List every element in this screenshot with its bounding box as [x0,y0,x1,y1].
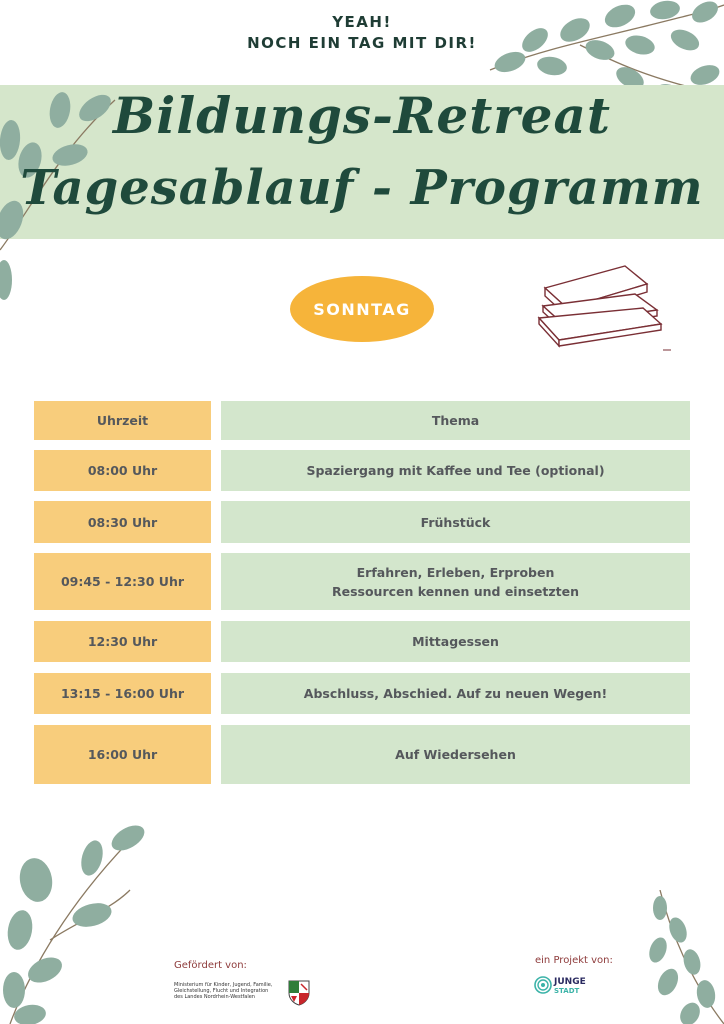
day-badge: SONNTAG [290,276,434,342]
header-time-cell: Uhrzeit [34,401,211,440]
tagline-line-1: YEAH! [332,13,392,31]
funded-by-label: Gefördert von: [174,960,247,971]
time-cell: 12:30 Uhr [34,621,211,662]
tagline-line-2: NOCH EIN TAG MIT DIR! [247,34,477,52]
topic-cell [221,553,690,610]
title-line-1: Bildungs-Retreat [113,86,611,145]
ministry-name [174,982,272,1000]
topic-line-2: Ressourcen kennen und einsetzten [331,583,580,599]
logo-line-2: STADT [554,987,580,995]
ministry-line-2: Gleichstellung, Flucht und Integration [174,988,269,994]
time-cell: 08:30 Uhr [34,501,211,543]
topic-cell: Spaziergang mit Kaffee und Tee (optional) [221,450,690,491]
ministry-line-1: Ministerium für Kinder, Jugend, Familie, [174,982,273,988]
topic-line-1: Erfahren, Erleben, Erproben [356,564,555,580]
topic-cell: Frühstück [221,501,690,543]
ministry-line-3: des Landes Nordrhein-Westfalen [174,994,255,1000]
time-cell: 09:45 - 12:30 Uhr [34,553,211,610]
eucalyptus-bottom-right-icon [630,890,724,1024]
time-cell: 13:15 - 16:00 Uhr [34,673,211,714]
time-cell: 16:00 Uhr [34,725,211,784]
topic-cell: Mittagessen [221,621,690,662]
nrw-coat-of-arms-icon [288,980,310,1006]
topic-cell: Auf Wiedersehen [221,725,690,784]
time-cell: 08:00 Uhr [34,450,211,491]
project-by-label: ein Projekt von: [535,955,613,966]
header-topic-cell: Thema [221,401,690,440]
junge-stadt-logo-text [554,978,586,996]
eucalyptus-bottom-left-icon [0,820,150,1024]
title-line-2: Tagesablauf - Programm [20,160,704,216]
topic-cell: Abschluss, Abschied. Auf zu neuen Wegen! [221,673,690,714]
fingerprint-logo-icon [534,976,552,994]
logo-line-1: JUNGE [554,977,586,987]
books-icon [535,258,675,358]
